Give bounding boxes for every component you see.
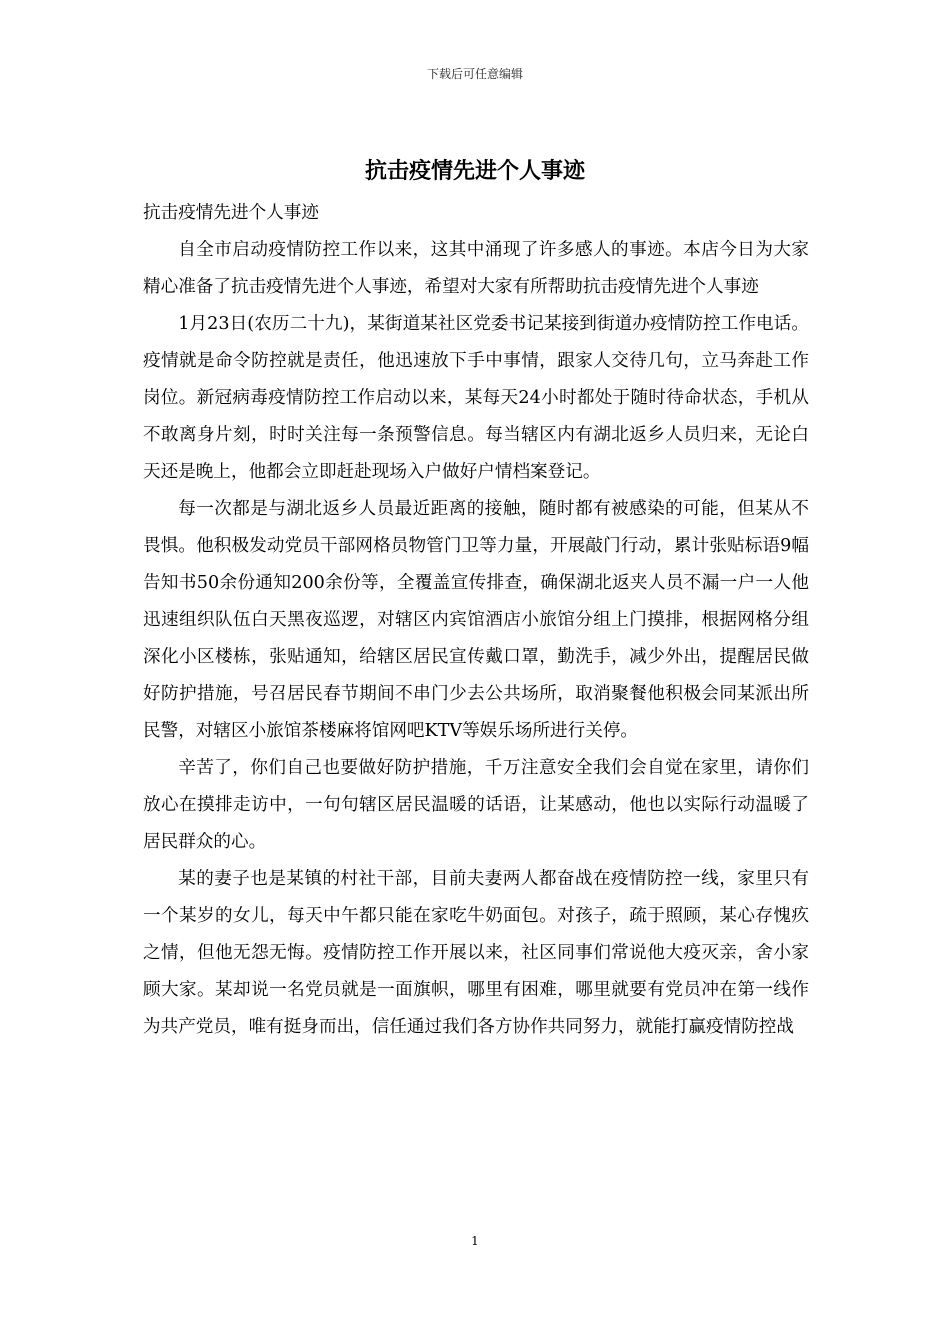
paragraph-contact-risk: 每一次都是与湖北返乡人员最近距离的接触，随时都有被感染的可能，但某从不畏惧。他积极发动党员干部网格员物管门卫等力量，开展敲门行动，累计张贴标语9幅告知书50余份通知200余份等，全覆盖宣传排查，确保湖北返夹人员不漏一户一人他迅速组织队伍白天黑夜巡逻，对辖区内宾馆酒店小旅馆分组上门摸排，根据网格分组深化小区楼栋，张贴通知，给辖区居民宣传戴口罩，勤洗手，减少外出，提醒居民做好防护措施，号召居民春节期间不串门少去公共场所，取消聚餐他积极会同某派出所民警，对辖区小旅馆茶楼麻将馆网吧KTV等娱乐场所进行关停。: [143, 499, 809, 741]
page-number: 1: [471, 1234, 479, 1248]
document-title: 抗击疫情先进个人事迹: [364, 158, 585, 184]
paragraph-intro: 自全市启动疫情防控工作以来，这其中涌现了许多感人的事迹。本店今日为大家精心准备了抗击疫情先进个人事迹，希望对大家有所帮助抗击疫情先进个人事迹: [143, 240, 809, 297]
document-body: [143, 195, 809, 1046]
header-note: 下载后可任意编辑: [426, 67, 523, 81]
paragraph-family: 某的妻子也是某镇的村社干部，目前夫妻两人都奋战在疫情防控一线，家里只有一个某岁的女儿，每天中午都只能在家吃牛奶面包。对孩子，疏于照顾，某心存愧疚之情，但他无怨无悔。疫情防控工作开展以来，社区同事们常说他大疫灭亲，舍小家顾大家。某却说一名党员就是一面旗帜，哪里有困难，哪里就要有党员冲在第一线作为共产党员，唯有挺身而出，信任通过我们各方协作共同努力，就能打赢疫情防控战: [143, 869, 809, 1037]
document-subtitle: 抗击疫情先进个人事迹: [143, 203, 319, 223]
paragraph-jan23: 1月23日(农历二十九)，某街道某社区党委书记某接到街道办疫情防控工作电话。疫情就是命令防控就是责任，他迅速放下手中事情，跟家人交待几句，立马奔赴工作岗位。新冠病毒疫情防控工作启动以来，某每天24小时都处于随时待命状态，手机从不敢离身片刻，时时关注每一条预警信息。每当辖区内有湖北返乡人员归来，无论白天还是晚上，他都会立即赶赴现场入户做好户情档案登记。: [143, 314, 809, 482]
paragraph-residents-words: 辛苦了，你们自己也要做好防护措施，千万注意安全我们会自觉在家里，请你们放心在摸排走访中，一句句辖区居民温暖的话语，让某感动，他也以实际行动温暖了居民群众的心。: [143, 758, 809, 852]
